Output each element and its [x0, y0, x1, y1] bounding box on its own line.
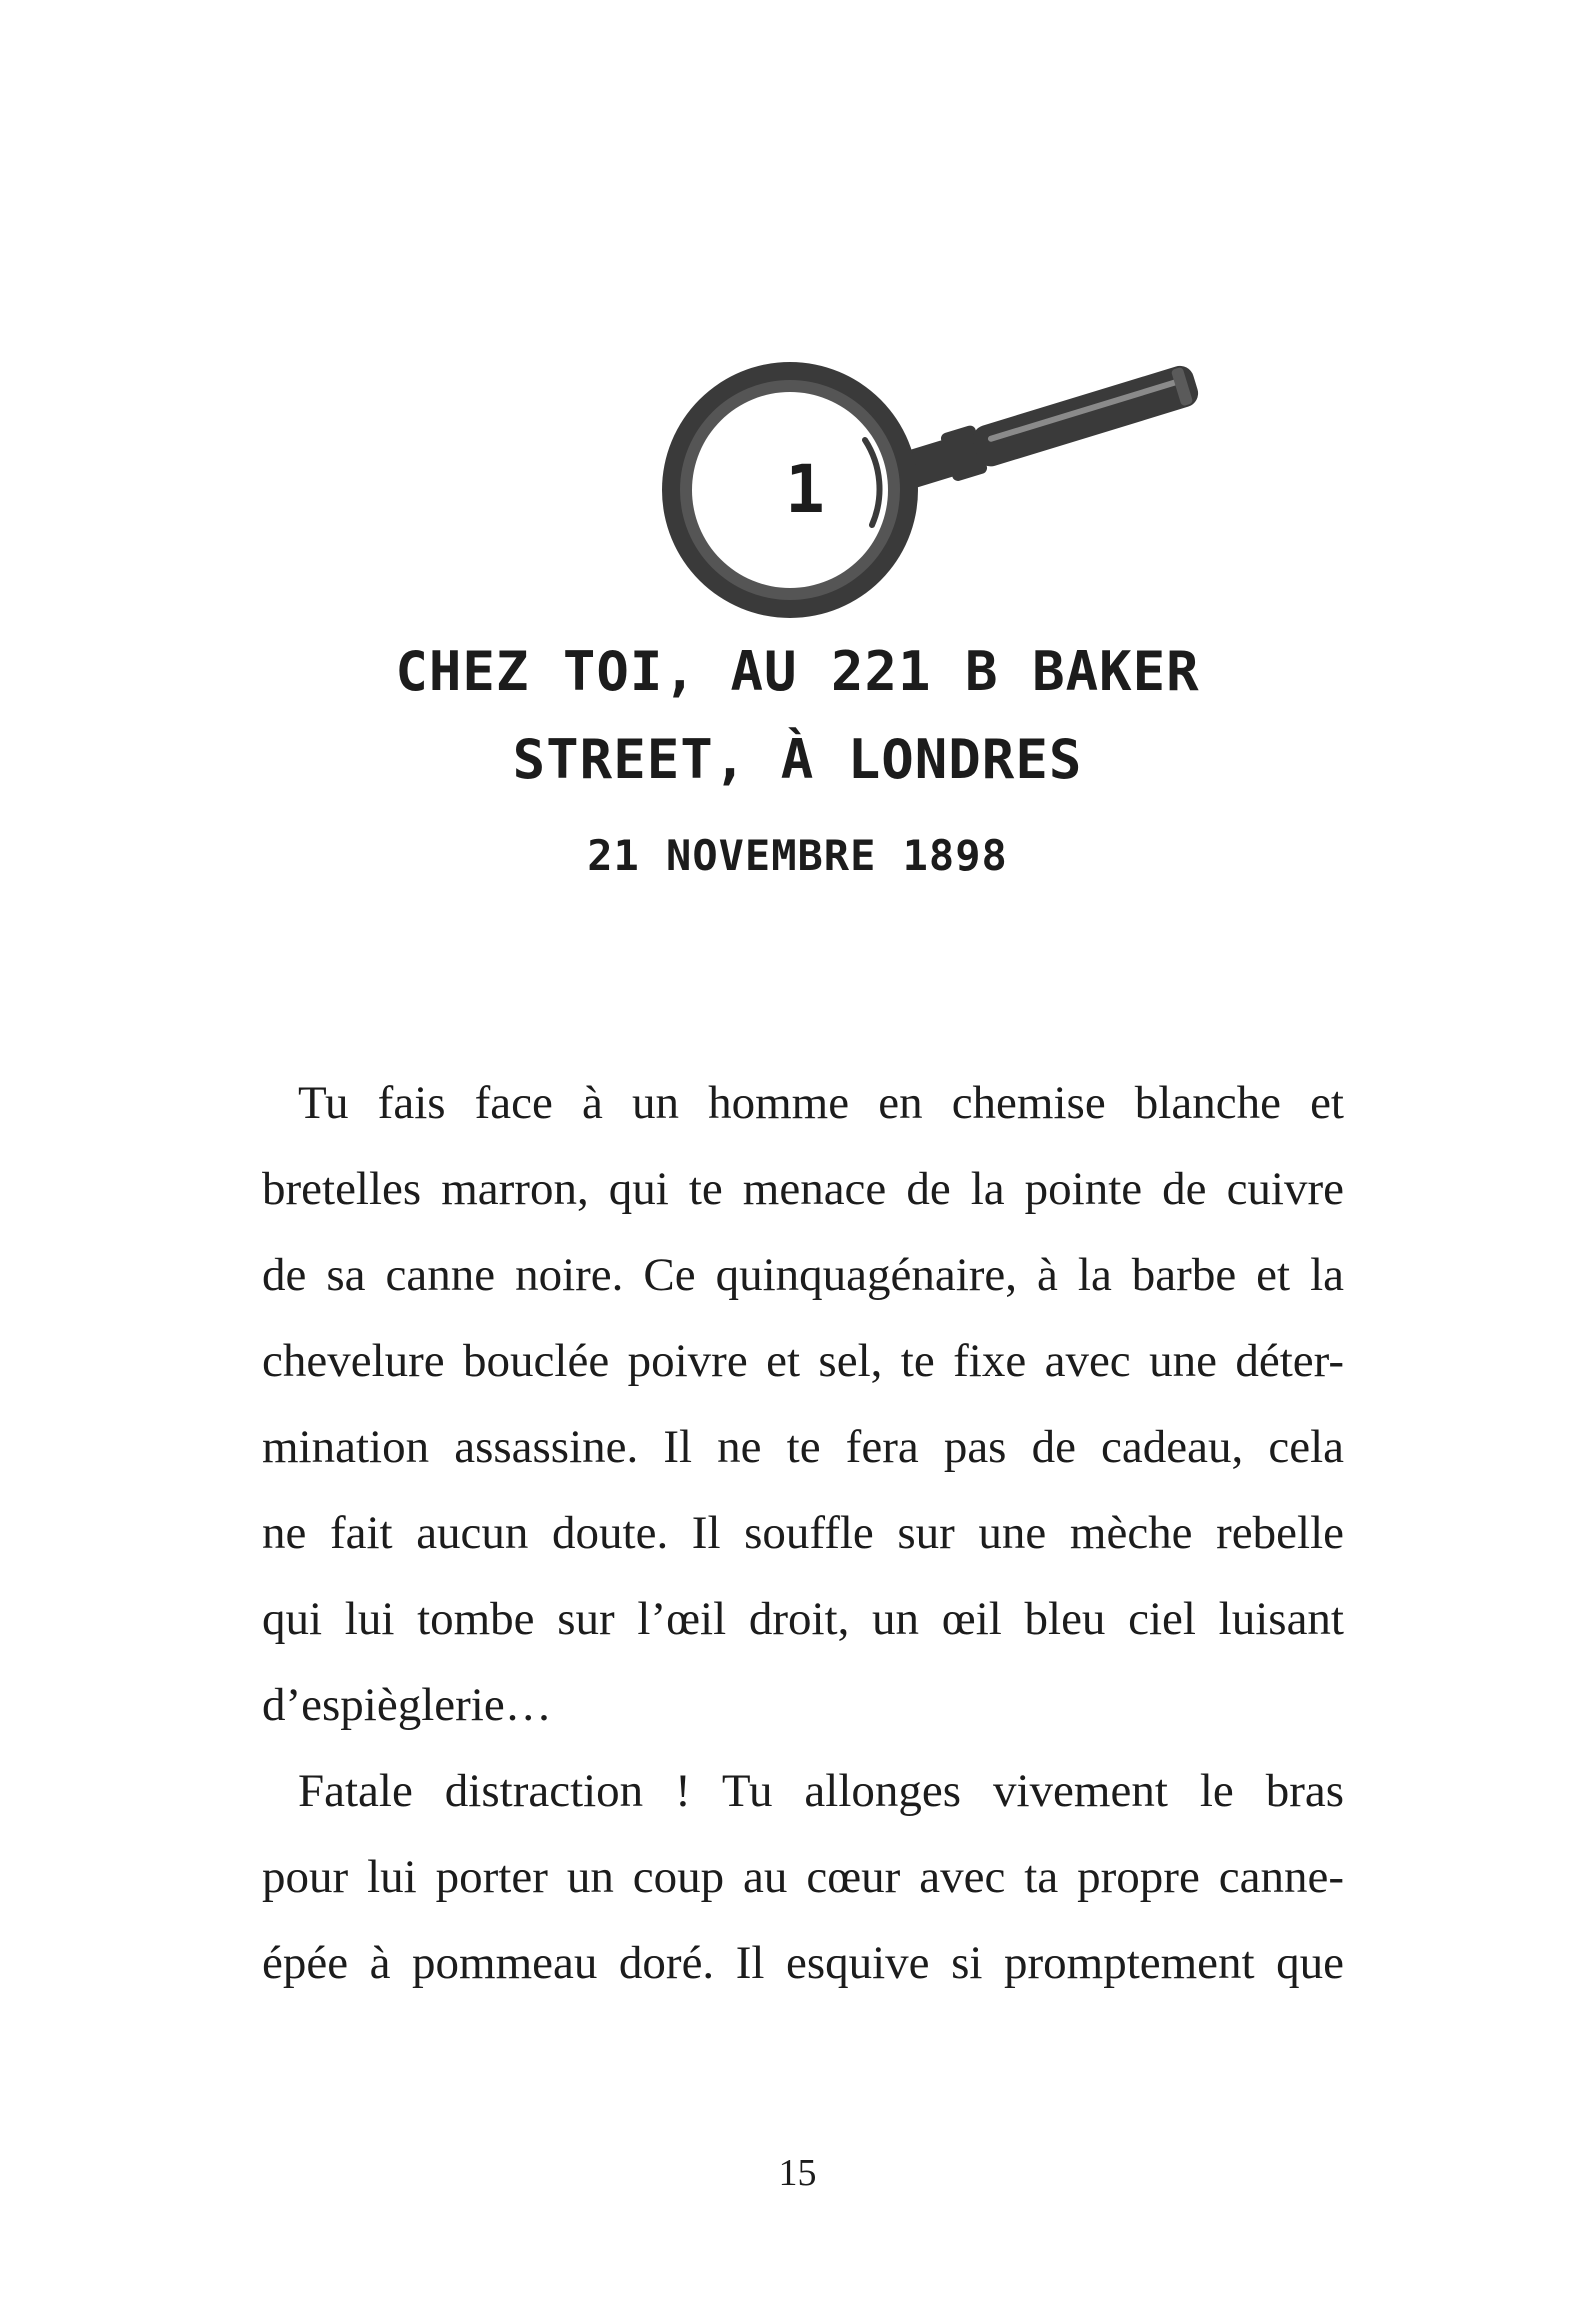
text-line: qui lui tombe sur l’œil droit, un œil bleu ciel luisant [262, 1593, 1344, 1645]
chapter-title-line: STREET, À LONDRES [512, 728, 1083, 791]
body-text [262, 1060, 1344, 2006]
text-line: ne fait aucun doute. Il souffle sur une mèche rebelle [262, 1507, 1344, 1559]
chapter-number: 1 [785, 451, 825, 528]
text-line: Tu fais face à un homme en chemise blanche et [298, 1077, 1344, 1129]
text-line: chevelure bouclée poivre et sel, te fixe avec une déter- [262, 1335, 1344, 1387]
chapter-title [260, 628, 1335, 804]
text-line: bretelles marron, qui te menace de la pointe de cuivre [262, 1163, 1344, 1215]
chapter-title-line: CHEZ TOI, AU 221 B BAKER [395, 640, 1200, 703]
chapter-date: 21 NOVEMBRE 1898 [587, 831, 1008, 880]
page-number: 15 [778, 2152, 817, 2194]
text-line: de sa canne noire. Ce quinquagénaire, à la barbe et la [262, 1249, 1344, 1301]
text-line: d’espièglerie… [262, 1679, 552, 1731]
text-line: mination assassine. Il ne te fera pas de cadeau, cela [262, 1421, 1344, 1473]
text-line: épée à pommeau doré. Il esquive si promptement que [262, 1937, 1344, 1989]
text-line: pour lui porter un coup au cœur avec ta propre canne- [262, 1851, 1344, 1903]
text-line: Fatale distraction ! Tu allonges vivement le bras [298, 1765, 1344, 1817]
